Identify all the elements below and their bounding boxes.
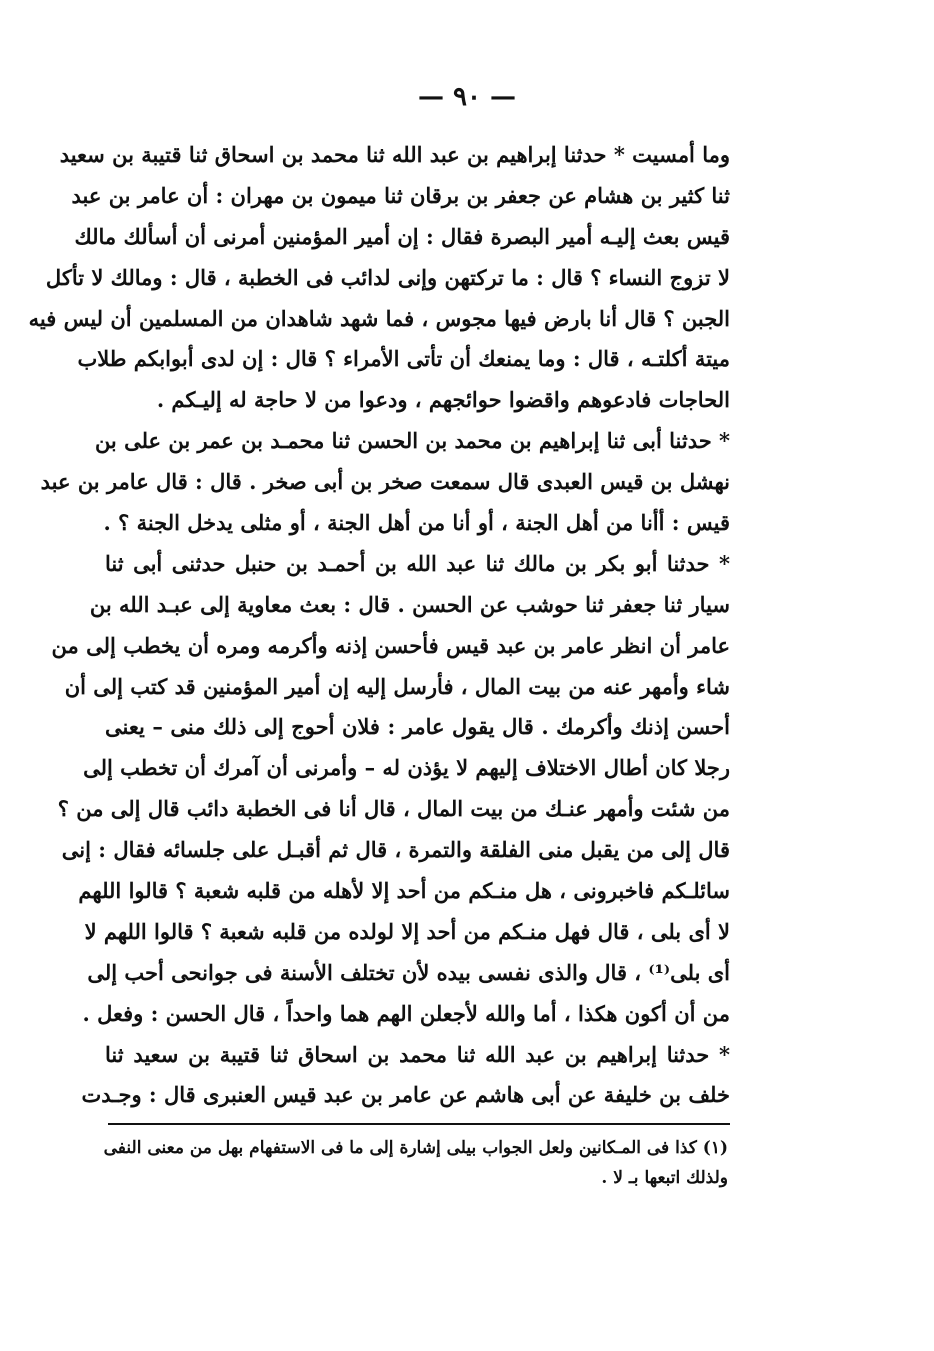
text-line: أى بلى⁽¹⁾ ، قال والذى نفسى بيده لأن تختلف الأسنة فى جوانحى أحب إلى: [87, 959, 730, 985]
page-number: — ٩٠ —: [417, 82, 517, 112]
text-line: سيار ثنا جعفر ثنا حوشب عن الحسن . قال : بعث معاوية إلى عبـد الله بن: [89, 591, 730, 617]
text-line: ميتة أكلتـه ، قال : وما يمنعك أن تأتى الأمراء ؟ قال : إن لدى أبوابكم طلاب: [77, 346, 730, 372]
text-line: شاء وأمهر عنه من بيت المال ، فأرسل إليه إن أمير المؤمنين قد كتب إلى أن: [64, 673, 730, 699]
text-line: سائلـكم فاخبرونى ، هل منـكم من أحد إلا لأهله من قلبه شعبة ؟ قالوا اللهم: [78, 878, 730, 904]
footnote-line: (١) كذا فى المـكانين ولعل الجواب بيلى إشارة إلى ما فى الاستفهام بهل من معنى النفى: [103, 1138, 728, 1158]
footnote-divider: [108, 1123, 730, 1125]
text-line: من أن أكون هكذا ، أما والله لأجعلن الهم هما واحداً ، قال الحسن : وفعل .: [82, 1000, 730, 1026]
text-line: لا أى بلى ، قال فهل منـكم من أحد إلا لولده من قلبه شعبة ؟ قالوا اللهم لا: [84, 918, 730, 944]
text-line: الجبن ؟ قال أنا بارض فيها مجوس ، فما شهد شاهدان من المسلمين أن ليس فيه: [28, 305, 730, 331]
text-line: قال إلى من يقبل منى الفلقة والتمرة ، قال ثم أقبـل على جلسائه فقال : إنى: [61, 837, 730, 863]
text-line: الحاجات فادعوهم واقضوا حوائجهم ، ودعوا من لا حاجة له إليـكم .: [156, 387, 730, 413]
text-line: من شئت وأمهر عنـك من بيت المال ، قال أنا فى الخطبة دائب قال إلى من ؟: [57, 796, 730, 822]
text-line: وما أمسيت * حدثنا إبراهيم بن عبد الله ثنا محمد بن اسحاق ثنا قتيبة بن سعيد: [59, 142, 730, 167]
text-line: قيس : أأنا من أهل الجنة ، أو أنا من أهل الجنة ، أو مثلى يدخل الجنة ؟ .: [103, 510, 730, 536]
text-line: أحسن إذنك وأكرمك . قال يقول عامر : فلان أحوج إلى ذلك منى – يعنى: [105, 714, 730, 740]
footnotes: [103, 1133, 728, 1193]
footnote-line: ولذلك اتبعها بـ لا .: [601, 1168, 728, 1188]
text-line: رجلا كان أطال الاختلاف إليهم لا يؤذن له – وأمرنى أن آمرك أن تخطب إلى: [83, 755, 730, 781]
text-line: لا تزوج النساء ؟ قال : ما تركتهن وإنى لدائب فى الخطبة ، قال : ومالك لا تأكل: [45, 264, 730, 290]
text-line: * حدثنا أبو بكر بن مالك ثنا عبد الله بن أحمـد بن حنبل حدثنى أبى ثنا: [105, 550, 730, 576]
text-line: عامر أن انظر عامر بن عبد قيس فأحسن إذنه وأكرمه ومره أن يخطب إلى من: [51, 632, 730, 658]
text-line: * حدثنا أبى ثنا إبراهيم بن محمد بن الحسن ثنا محمـد بن عمر بن على بن: [94, 428, 730, 454]
text-line: * حدثنا إبراهيم بن عبد الله ثنا محمد بن اسحاق ثنا قتيبة بن سعيد ثنا: [105, 1041, 730, 1067]
text-line: قيس بعث إليـه أمير البصرة فقال : إن أمير المؤمنين أمرنى أن أسألك مالك: [74, 223, 730, 249]
main-text-block: [28, 135, 730, 1116]
text-line: ثنا كثير بن هشام عن جعفر بن برقان ثنا ميمون بن مهران : أن عامر بن عبد: [71, 182, 730, 208]
text-line: نهشل بن قيس العبدى قال سمعت صخر بن أبى صخر . قال : قال عامر بن عبد: [40, 469, 730, 495]
text-line: خلف بن خليفة عن أبى هاشم عن عامر بن عبد قيس العنبرى قال : وجـدت: [81, 1082, 730, 1108]
